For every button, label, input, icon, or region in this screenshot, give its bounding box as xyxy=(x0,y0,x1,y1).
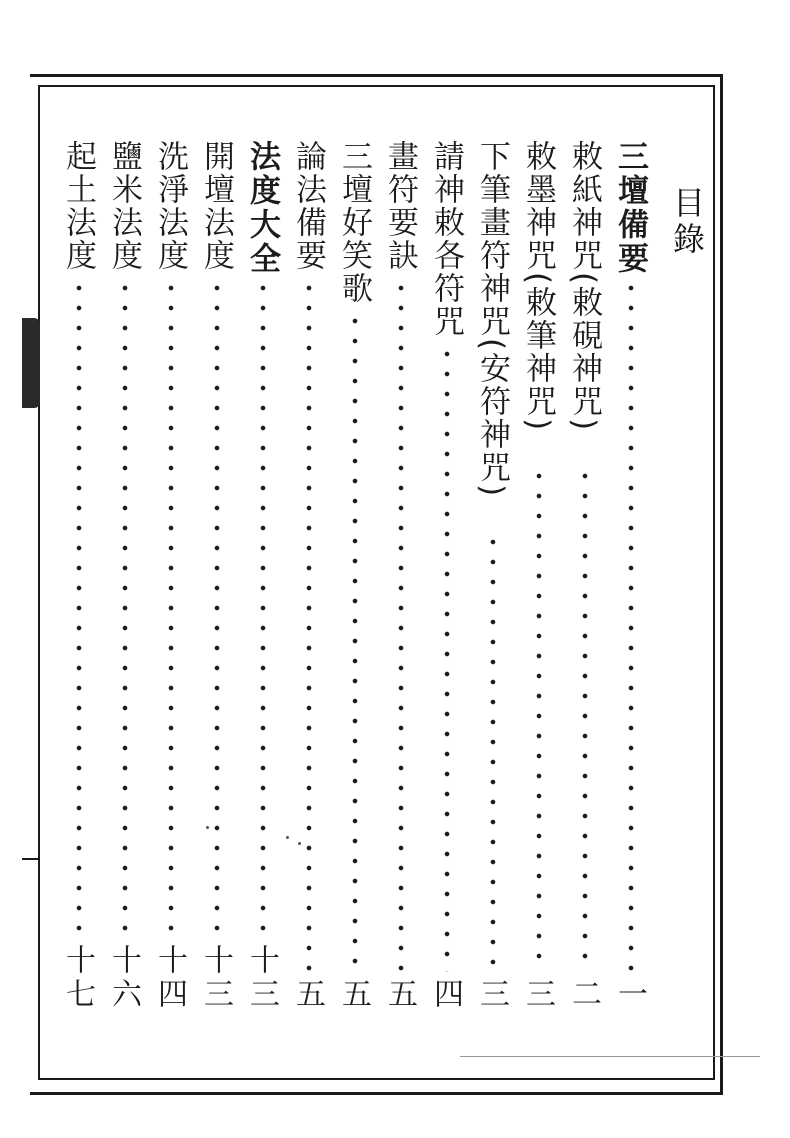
toc-entry-label: 請神敕各符咒 xyxy=(428,140,464,338)
leader-dots xyxy=(306,278,312,972)
toc-entry xyxy=(60,130,100,1030)
frame-right-inner xyxy=(713,85,715,1080)
page-title: 目錄 xyxy=(668,186,706,258)
toc-entry xyxy=(152,130,192,1030)
toc-entry-page-number: 三 xyxy=(520,978,555,1012)
toc-entry-page-number: 三 xyxy=(474,978,509,1012)
toc-entry xyxy=(244,130,284,1030)
toc-entry-label: 畫符要訣 xyxy=(382,140,418,272)
toc-entry-label: 三壇備要 xyxy=(612,140,648,276)
toc-entry-page-number: 一 xyxy=(612,978,647,1012)
toc-entry-label: 下筆畫符神咒(安符神咒) xyxy=(474,140,510,499)
toc-entry-label: 敕墨神咒(敕筆神咒) xyxy=(520,140,556,433)
frame-bottom-inner xyxy=(38,1078,715,1080)
toc-entry xyxy=(198,130,238,1030)
leader-dots xyxy=(76,278,82,938)
leader-dots xyxy=(582,466,588,972)
toc-entry xyxy=(336,130,376,1030)
leader-dots xyxy=(490,532,496,972)
frame-bottom-outer xyxy=(30,1092,723,1095)
ink-speck xyxy=(206,826,209,829)
toc-entry-page-number: 五 xyxy=(290,978,325,1012)
leader-dots xyxy=(628,278,634,972)
toc-entry-page-number: 五 xyxy=(336,978,371,1012)
toc-entry-page-number: 十六 xyxy=(106,944,141,1012)
toc-entry xyxy=(520,130,560,1030)
toc-entry-label: 論法備要 xyxy=(290,140,326,272)
toc-entry-label: 鹽米法度 xyxy=(106,140,142,272)
toc-entry-label: 起土法度 xyxy=(60,140,96,272)
toc-entry xyxy=(428,130,468,1030)
toc-entry-page-number: 五 xyxy=(382,978,417,1012)
toc-entry-label: 法度大全 xyxy=(244,140,280,276)
leader-dots xyxy=(260,278,266,938)
frame-left-inner xyxy=(38,85,40,1080)
toc-entry-label: 開壇法度 xyxy=(198,140,234,272)
leader-dots xyxy=(122,278,128,938)
toc-entry-page-number: 十三 xyxy=(244,944,279,1012)
toc-entry-page-number: 二 xyxy=(566,978,601,1012)
toc-entry-page-number: 十三 xyxy=(198,944,233,1012)
toc-entry xyxy=(106,130,146,1030)
ink-speck xyxy=(298,842,301,845)
ink-speck xyxy=(286,836,289,839)
leader-dots xyxy=(444,344,450,972)
toc-entry xyxy=(566,130,606,1030)
leader-dots xyxy=(214,278,220,938)
toc-entry-page-number: 十四 xyxy=(152,944,187,1012)
binding-mark xyxy=(22,318,40,408)
scan-line xyxy=(460,1056,760,1057)
toc-entry xyxy=(290,130,330,1030)
toc-entry-label: 洗淨法度 xyxy=(152,140,188,272)
leader-dots xyxy=(168,278,174,938)
toc-entry xyxy=(382,130,422,1030)
toc-entry-label: 三壇好笑歌 xyxy=(336,140,372,305)
toc-entry-page-number: 十七 xyxy=(60,944,95,1012)
frame-top-inner xyxy=(38,85,714,87)
toc-entry xyxy=(612,130,652,1030)
leader-dots xyxy=(398,278,404,972)
leader-dots xyxy=(536,466,542,972)
toc-entry xyxy=(474,130,514,1030)
frame-top-outer xyxy=(30,74,720,77)
toc-entry-page-number: 四 xyxy=(428,978,463,1012)
binding-line xyxy=(22,858,38,860)
toc-entry-label: 敕紙神咒(敕硯神咒) xyxy=(566,140,602,433)
frame-right-outer xyxy=(720,74,723,1094)
leader-dots xyxy=(352,311,358,972)
